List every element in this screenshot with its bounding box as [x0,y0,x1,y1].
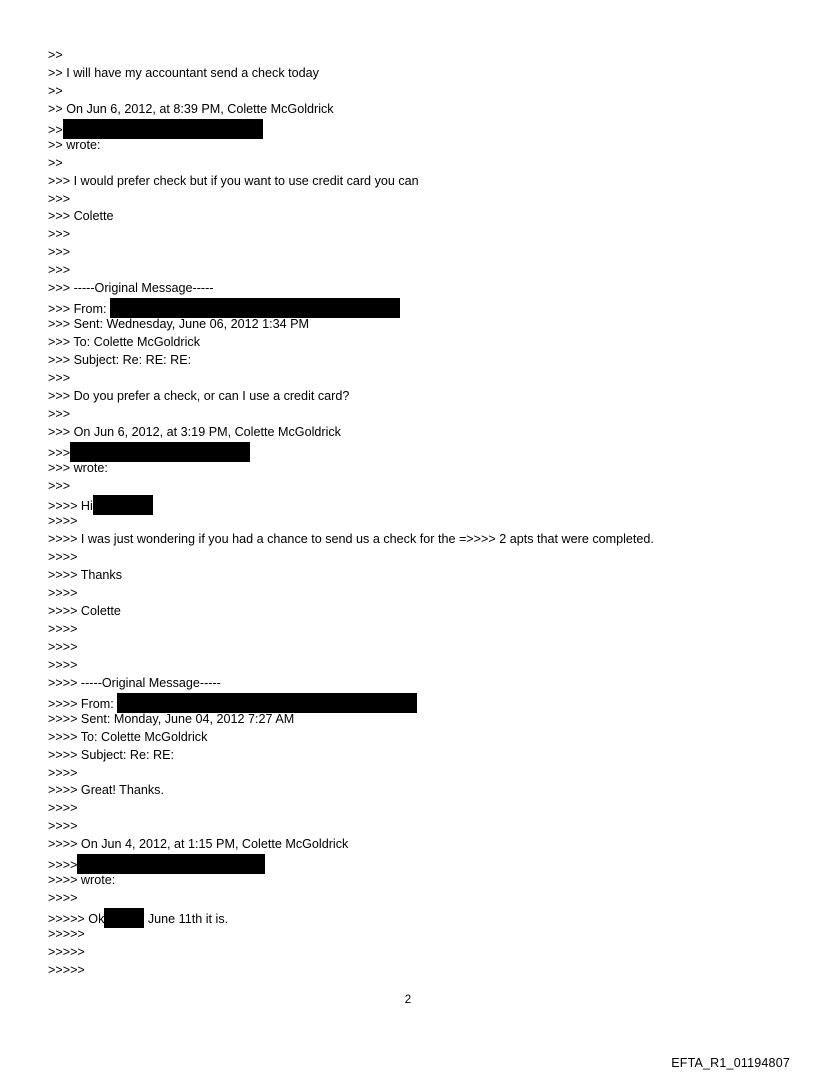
email-line [48,137,788,155]
line-text: >>>> [48,657,78,672]
email-line [48,854,788,872]
email-line [48,226,788,244]
email-line [48,567,788,585]
line-text: >>>> Subject: Re: RE: [48,747,175,762]
email-line [48,621,788,639]
line-text: >>>> [48,819,78,834]
line-text: >> wrote: [48,137,101,152]
email-line [48,173,788,191]
email-line [48,926,788,944]
line-text: >>>> Sent: Monday, June 04, 2012 7:27 AM [48,711,295,726]
line-text: >>> [48,227,71,242]
email-line [48,101,788,119]
email-line [48,711,788,729]
email-line [48,370,788,388]
line-text: June 11th it is. [144,912,229,926]
line-text: >> [48,83,63,98]
line-text: >> [48,155,63,170]
email-line [48,478,788,496]
line-text: >>> On Jun 6, 2012, at 3:19 PM, Colette McGoldrick [48,424,341,439]
email-line [48,262,788,280]
email-line [48,585,788,603]
line-text: >>>> [48,514,78,529]
email-line [48,603,788,621]
line-text: >>> wrote: [48,460,108,475]
email-line [48,890,788,908]
line-text: >>> Do you prefer a check, or can I use a credit card? [48,388,350,403]
email-line [48,334,788,352]
line-text: >>> [48,191,71,206]
line-text: >>>> On Jun 4, 2012, at 1:15 PM, Colette McGoldrick [48,837,349,852]
line-text: >>>>> Ok [48,912,105,926]
email-line [48,406,788,424]
email-line [48,191,788,209]
email-line [48,962,788,980]
email-line [48,65,788,83]
email-line [48,908,788,926]
line-text: >>>> [48,801,78,816]
line-text: >>>>> [48,962,85,977]
email-line [48,800,788,818]
line-text: >>> [48,245,71,260]
line-text: >>>> [48,550,78,565]
email-line [48,352,788,370]
email-line [48,495,788,513]
line-text: >> [48,122,63,137]
line-text: >>> I would prefer check but if you want to use credit card you can [48,173,419,188]
email-line [48,47,788,65]
email-line [48,782,788,800]
line-text: >>>> [48,765,78,780]
email-line [48,155,788,173]
line-text: >>>> Hi [48,499,93,514]
line-text: >> On Jun 6, 2012, at 8:39 PM, Colette McGoldrick [48,101,334,116]
line-text: >>> Subject: Re: RE: RE: [48,352,192,367]
page-number: 2 [404,994,412,1006]
line-text: >>> Colette [48,209,114,224]
line-text: >>> [48,478,71,493]
email-line [48,424,788,442]
email-line [48,513,788,531]
email-line [48,208,788,226]
line-text: >>>>> [48,944,85,959]
line-text: >> I will have my accountant send a check today [48,65,319,80]
email-line [48,531,788,549]
line-text: >>> [48,370,71,385]
line-text: >>> To: Colette McGoldrick [48,335,201,349]
email-line [48,657,788,675]
line-text: >>> [48,445,71,460]
line-text: >>>> [48,639,78,654]
line-text: >>> [48,406,71,421]
line-text: >>>> -----Original Message----- [48,675,221,690]
email-line [48,944,788,962]
email-line [48,549,788,567]
line-text: >>>> [48,622,78,636]
line-text: >>> [48,263,71,278]
email-line [48,747,788,765]
email-line [48,729,788,747]
line-text: >>>> wrote: [48,873,116,888]
email-line [48,818,788,836]
line-text: >>>> [48,586,78,601]
line-text: >>>> Great! Thanks. [48,783,164,798]
email-line [48,460,788,478]
email-line [48,639,788,657]
email-line [48,280,788,298]
line-text: >>> From: [48,302,110,317]
line-text: >>>> Colette [48,604,121,619]
line-text: >> [48,48,63,62]
line-text: >>> Sent: Wednesday, June 06, 2012 1:34 PM [48,317,310,332]
email-line [48,119,788,137]
email-line [48,244,788,262]
line-text: >>>> To: Colette McGoldrick [48,729,208,744]
document-id: EFTA_R1_01194807 [671,1056,790,1070]
email-line [48,316,788,334]
line-text: >>>> [48,858,78,873]
line-text: >>>> From: [48,696,118,711]
email-line [48,83,788,101]
email-line [48,675,788,693]
email-line [48,836,788,854]
line-text: >>>>> [48,926,85,941]
email-line [48,388,788,406]
line-text: >>>> Thanks [48,568,122,583]
line-text: >>>> [48,891,78,906]
email-line [48,765,788,783]
email-body [48,47,788,980]
line-text: >>>> I was just wondering if you had a chance to send us a check for the =>>>> 2 apts that were completed. [48,532,654,547]
email-line [48,442,788,460]
email-line [48,298,788,316]
email-line [48,693,788,711]
email-line [48,872,788,890]
line-text: >>> -----Original Message----- [48,281,214,296]
